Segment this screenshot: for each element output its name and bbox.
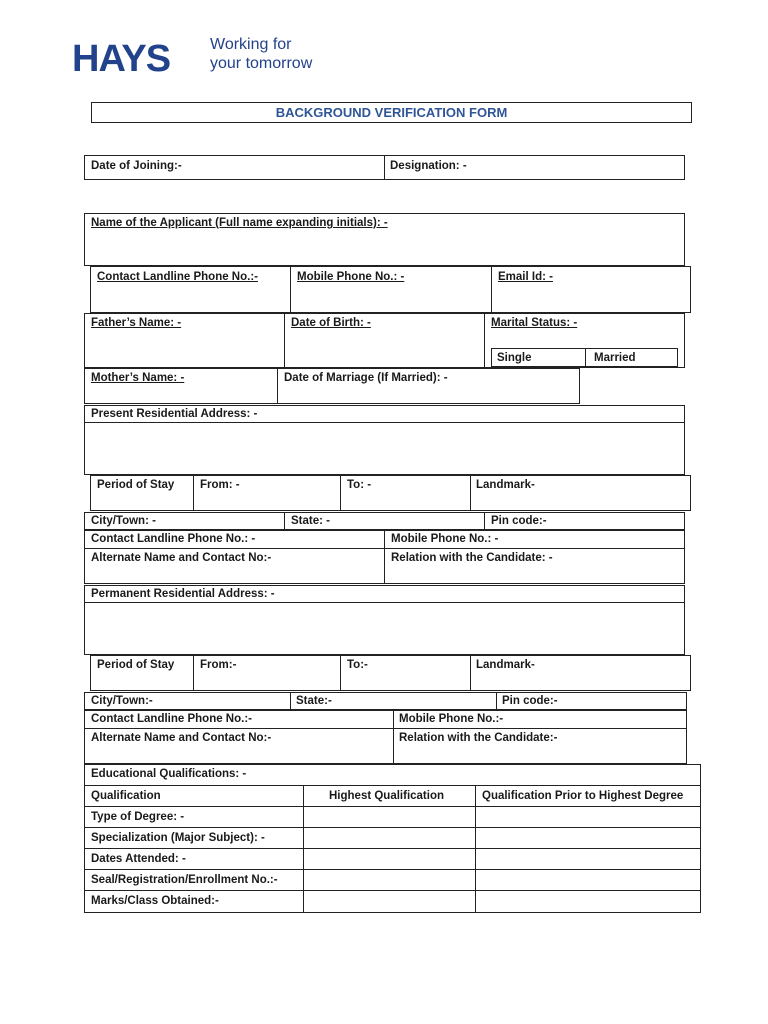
present-address-label: Present Residential Address: - (91, 408, 258, 420)
logo-tagline-line2: your tomorrow (210, 55, 313, 72)
permanent-city-field[interactable]: City/Town:- (91, 695, 153, 707)
row-type-of-degree: Type of Degree: - (91, 811, 185, 823)
present-to-field[interactable]: To: - (347, 479, 372, 491)
present-city-field[interactable]: City/Town: - (91, 515, 156, 527)
permanent-landmark-field[interactable]: Landmark- (476, 659, 535, 671)
divider (384, 530, 385, 584)
permanent-pin-field[interactable]: Pin code:- (502, 695, 558, 707)
permanent-to-field[interactable]: To:- (347, 659, 368, 671)
logo-wordmark: HAYS (72, 40, 171, 74)
applicant-landline-field[interactable]: Contact Landline Phone No.:- (97, 271, 258, 283)
present-relation-field[interactable]: Relation with the Candidate: - (391, 552, 553, 564)
form-title: BACKGROUND VERIFICATION FORM (91, 102, 692, 123)
divider (496, 692, 497, 710)
divider (484, 313, 485, 368)
divider (384, 155, 385, 180)
divider (284, 512, 285, 530)
divider (340, 655, 341, 691)
education-heading: Educational Qualifications: - (91, 768, 247, 780)
divider (290, 266, 291, 313)
divider (585, 348, 586, 367)
date-of-joining-field[interactable]: Date of Joining:- (91, 160, 182, 172)
present-period-row (90, 475, 691, 511)
present-from-field[interactable]: From: - (200, 479, 240, 491)
applicant-email-field[interactable]: Email Id: - (498, 271, 553, 283)
present-pin-field[interactable]: Pin code:- (491, 515, 547, 527)
divider (84, 848, 701, 849)
permanent-address-label: Permanent Residential Address: - (91, 588, 275, 600)
divider (84, 602, 685, 603)
divider (470, 655, 471, 691)
marital-single-option[interactable]: Single (497, 352, 532, 364)
designation-field[interactable]: Designation: - (390, 160, 467, 172)
mother-name-field[interactable]: Mother’s Name: - (91, 372, 185, 384)
divider (475, 785, 476, 913)
permanent-mobile-field[interactable]: Mobile Phone No.:- (399, 713, 504, 725)
row-marks-class: Marks/Class Obtained:- (91, 895, 219, 907)
date-of-marriage-field[interactable]: Date of Marriage (If Married): - (284, 372, 448, 384)
logo-tagline-line1: Working for (210, 36, 292, 53)
divider (193, 655, 194, 691)
present-state-field[interactable]: State: - (291, 515, 330, 527)
permanent-alternate-field[interactable]: Alternate Name and Contact No:- (91, 732, 272, 744)
permanent-city-row (84, 692, 687, 710)
divider (340, 475, 341, 511)
permanent-landline-field[interactable]: Contact Landline Phone No.:- (91, 713, 252, 725)
present-alternate-field[interactable]: Alternate Name and Contact No:- (91, 552, 272, 564)
father-name-field[interactable]: Father’s Name: - (91, 317, 182, 329)
permanent-period-label: Period of Stay (97, 659, 175, 671)
divider (84, 806, 701, 807)
divider (290, 692, 291, 710)
row-dates-attended: Dates Attended: - (91, 853, 186, 865)
divider (193, 475, 194, 511)
dob-field[interactable]: Date of Birth: - (291, 317, 371, 329)
divider (284, 313, 285, 368)
column-header-qualification: Qualification (91, 790, 161, 802)
divider (84, 422, 685, 423)
permanent-relation-field[interactable]: Relation with the Candidate:- (399, 732, 558, 744)
permanent-state-field[interactable]: State:- (296, 695, 332, 707)
present-period-label: Period of Stay (97, 479, 175, 491)
column-header-prior: Qualification Prior to Highest Degree (482, 790, 684, 802)
permanent-from-field[interactable]: From:- (200, 659, 237, 671)
divider (393, 710, 394, 764)
divider (491, 266, 492, 313)
applicant-name-label: Name of the Applicant (Full name expanding initials): - (91, 217, 388, 229)
hays-logo (72, 40, 200, 74)
divider (277, 368, 278, 404)
present-landmark-field[interactable]: Landmark- (476, 479, 535, 491)
present-mobile-field[interactable]: Mobile Phone No.: - (391, 533, 499, 545)
present-city-row (84, 512, 685, 530)
divider (84, 890, 701, 891)
applicant-mobile-field[interactable]: Mobile Phone No.: - (297, 271, 405, 283)
divider (84, 728, 687, 729)
divider (470, 475, 471, 511)
present-landline-field[interactable]: Contact Landline Phone No.: - (91, 533, 256, 545)
divider (303, 785, 304, 913)
column-header-highest: Highest Qualification (329, 790, 445, 802)
divider (84, 869, 701, 870)
permanent-period-row (90, 655, 691, 691)
divider (84, 785, 701, 786)
row-seal-registration: Seal/Registration/Enrollment No.:- (91, 874, 278, 886)
marital-status-label: Marital Status: - (491, 317, 578, 329)
marital-married-option[interactable]: Married (594, 352, 636, 364)
divider (84, 827, 701, 828)
row-specialization: Specialization (Major Subject): - (91, 832, 265, 844)
divider (484, 512, 485, 530)
